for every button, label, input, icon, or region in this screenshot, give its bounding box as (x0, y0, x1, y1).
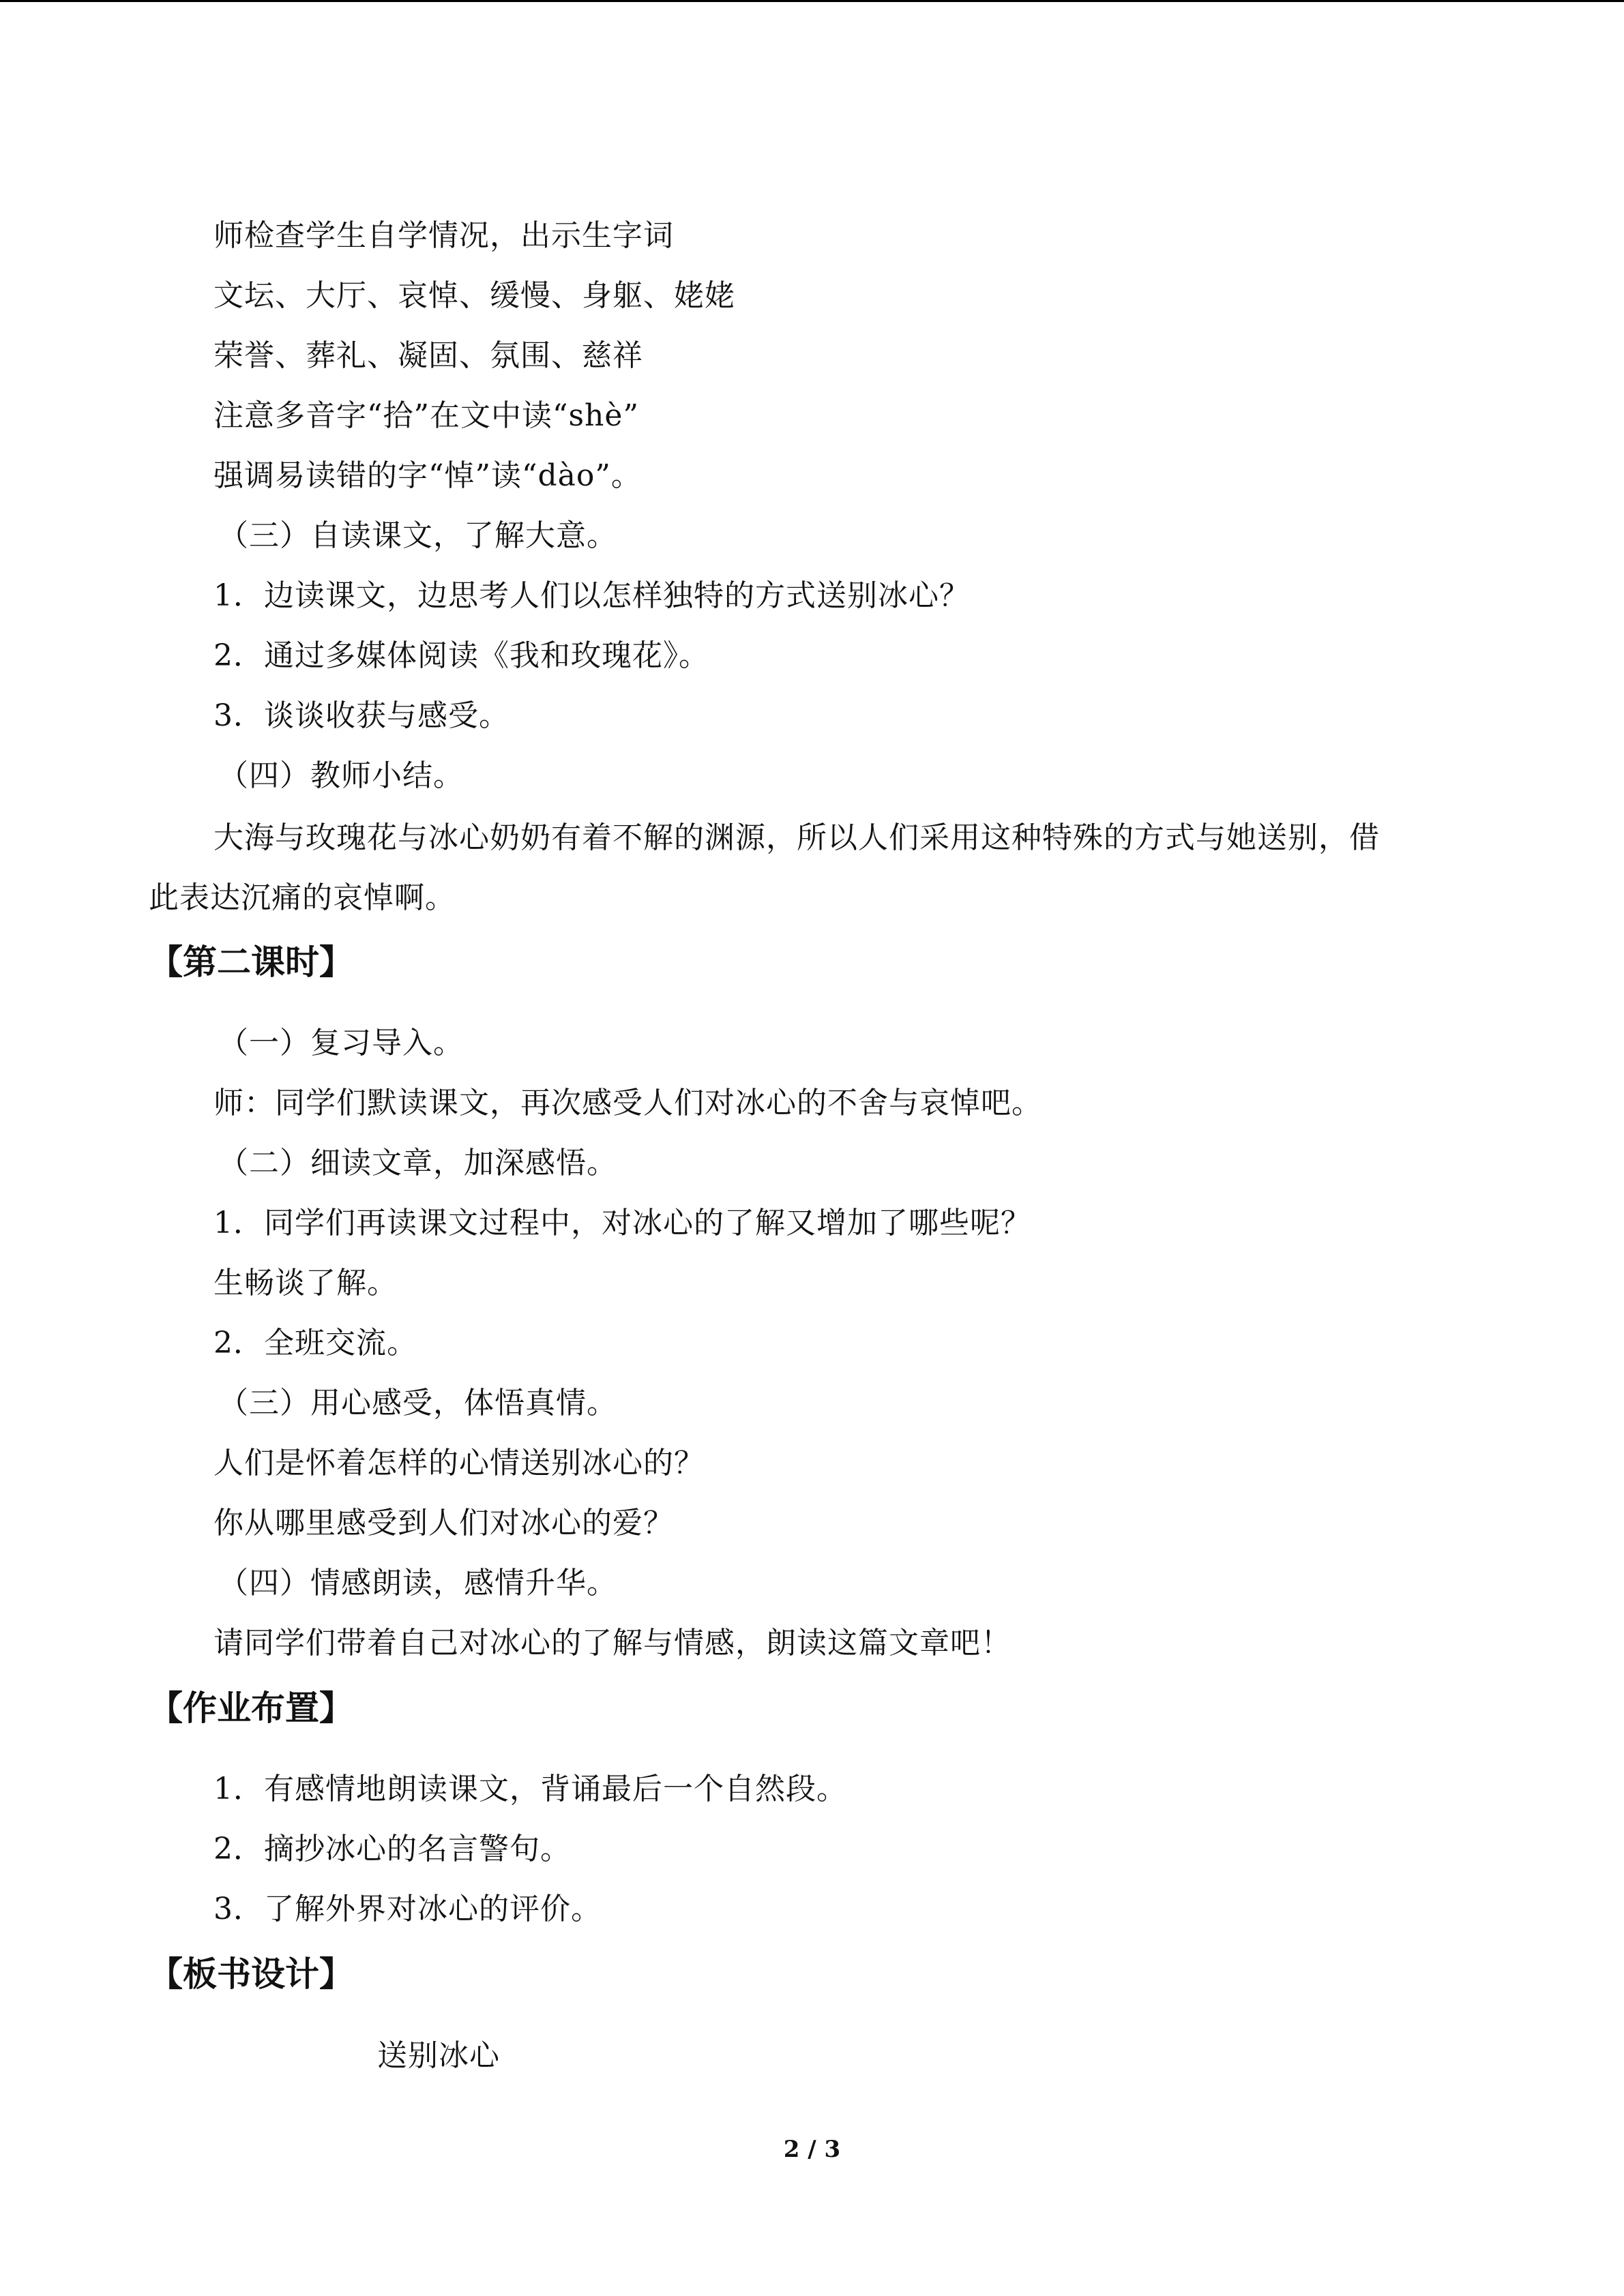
list-item: 1．边读课文，边思考人们以怎样独特的方式送别冰心？ (213, 578, 970, 613)
homework-item: 1．有感情地朗读课文，背诵最后一个自然段。 (213, 1772, 847, 1806)
section-heading-homework: 【作业布置】 (149, 1688, 353, 1728)
section-step: （四）教师小结。 (218, 758, 464, 793)
paragraph-line: 大海与玫瑰花与冰心奶奶有着不解的渊源，所以人们采用这种特殊的方式与她送别，借 (213, 820, 1380, 855)
vocabulary-line: 荣誉、葬礼、凝固、氛围、慈祥 (213, 338, 643, 373)
page-number: 2 / 3 (783, 2136, 841, 2163)
section-heading-board: 【板书设计】 (149, 1954, 353, 1994)
section-step: （三）用心感受，体悟真情。 (218, 1386, 617, 1420)
list-item: 2．通过多媒体阅读《我和玫瑰花》。 (213, 638, 709, 673)
section-step: （三）自读课文，了解大意。 (218, 518, 617, 553)
paragraph-line: 你从哪里感受到人们对冰心的爱？ (213, 1506, 674, 1540)
homework-item: 2．摘抄冰心的名言警句。 (213, 1832, 571, 1866)
paragraph-line: 注意多音字“拾”在文中读“shè” (213, 398, 639, 433)
section-step: （一）复习导入。 (218, 1026, 464, 1060)
list-item: 2．全班交流。 (213, 1326, 417, 1360)
paragraph-line: 此表达沉痛的哀悼啊。 (149, 880, 456, 915)
list-item: 3．谈谈收获与感受。 (213, 698, 510, 733)
paragraph-line: 师检查学生自学情况，出示生字词 (213, 218, 674, 253)
paragraph-line: 生畅谈了解。 (213, 1266, 398, 1300)
paragraph-line: 强调易读错的字“悼”读“dào”。 (213, 458, 642, 493)
list-item: 1．同学们再读课文过程中，对冰心的了解又增加了哪些呢？ (213, 1206, 1031, 1240)
section-step: （二）细读文章，加深感悟。 (218, 1146, 617, 1180)
homework-item: 3．了解外界对冰心的评价。 (213, 1892, 602, 1926)
board-title: 送别冰心 (377, 2038, 500, 2073)
paragraph-line: 师：同学们默读课文，再次感受人们对冰心的不舍与哀悼吧。 (213, 1086, 1042, 1120)
section-step: （四）情感朗读，感情升华。 (218, 1566, 617, 1600)
paragraph-line: 人们是怀着怎样的心情送别冰心的？ (213, 1446, 705, 1480)
paragraph-line: 请同学们带着自己对冰心的了解与情感，朗读这篇文章吧！ (213, 1626, 1012, 1660)
vocabulary-line: 文坛、大厅、哀悼、缓慢、身躯、姥姥 (213, 278, 735, 313)
section-heading-lesson2: 【第二课时】 (149, 942, 353, 982)
